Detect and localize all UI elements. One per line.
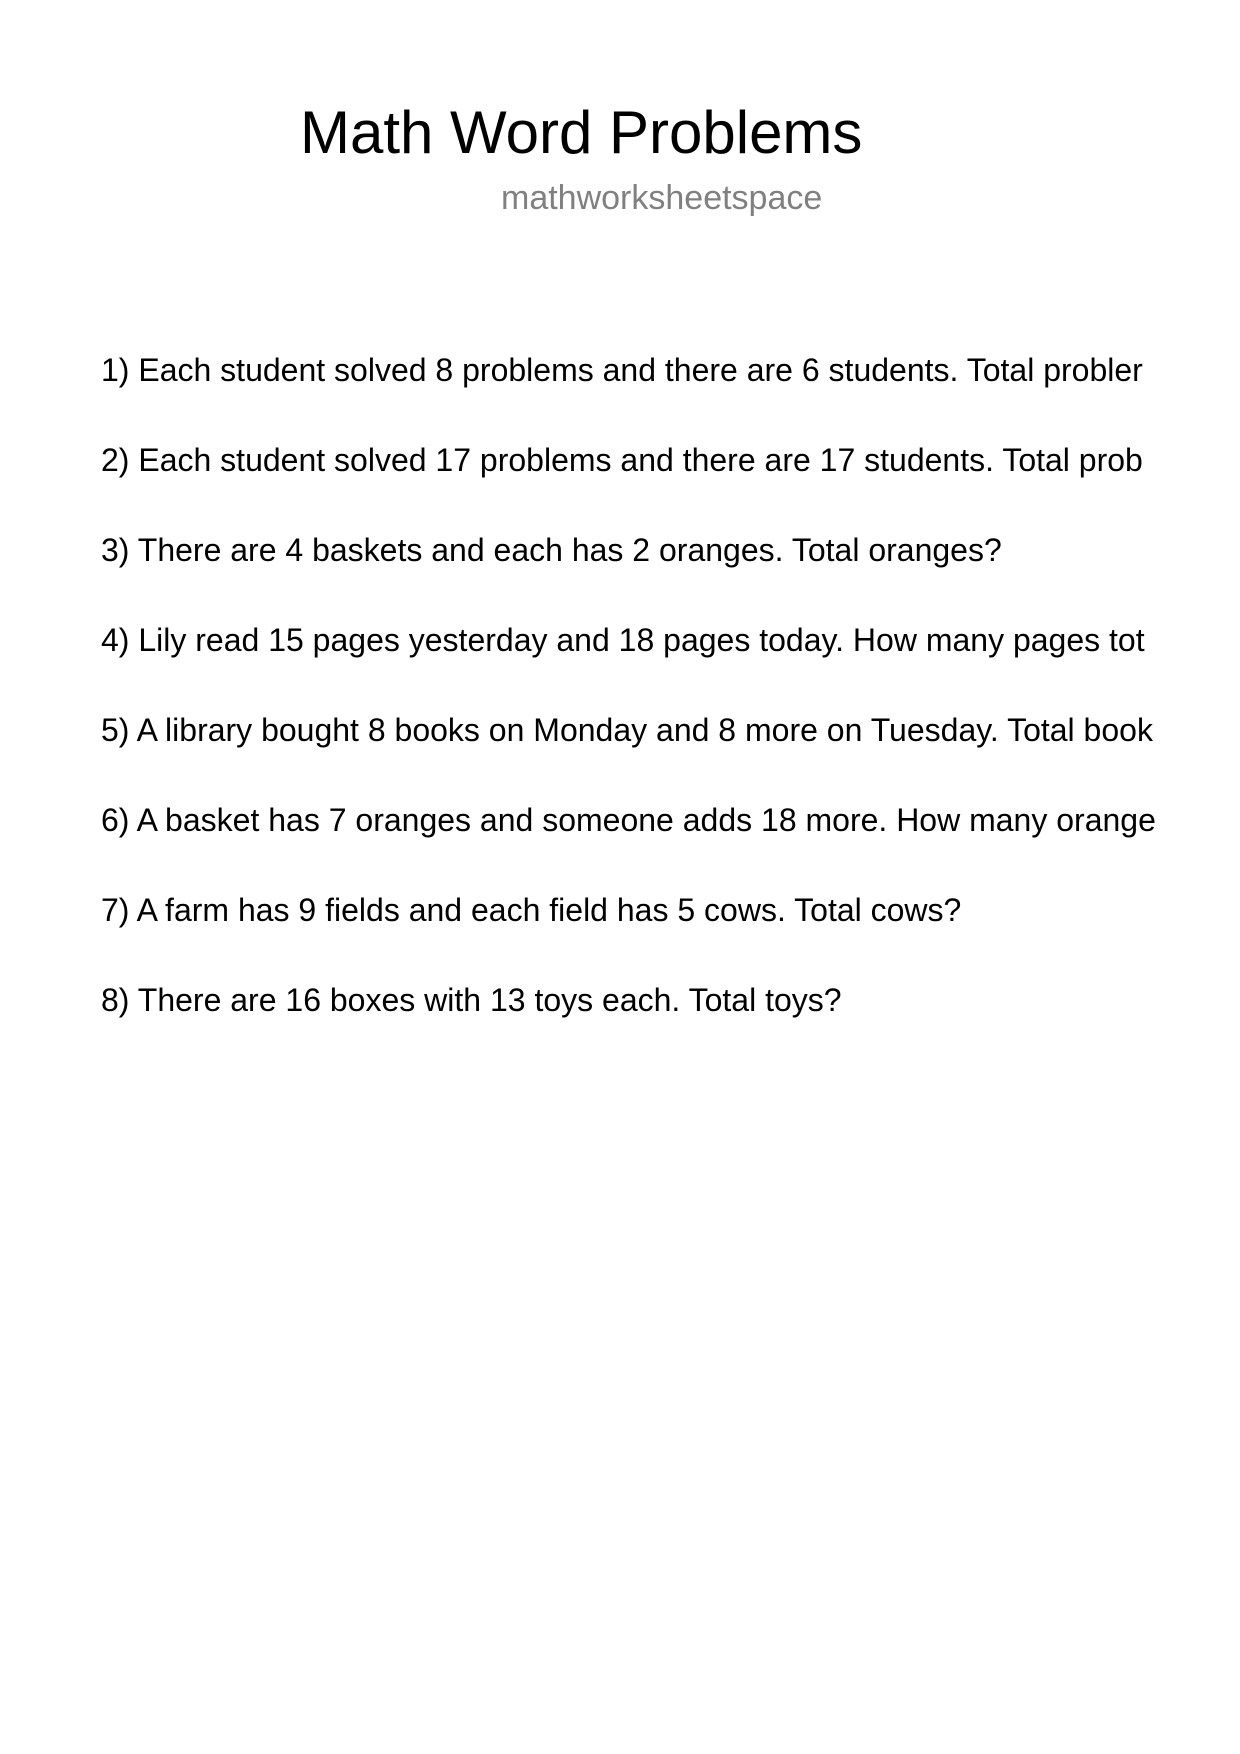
problem-item-2: 2) Each student solved 17 problems and there are 17 students. Total prob: [101, 442, 1143, 478]
problem-item-7: 7) A farm has 9 fields and each field has 5 cows. Total cows?: [101, 892, 962, 928]
page-title: Math Word Problems: [300, 99, 863, 166]
problem-item-6: 6) A basket has 7 oranges and someone adds 18 more. How many orange: [101, 802, 1156, 838]
problem-list: [101, 352, 1156, 1072]
problem-item-5: 5) A library bought 8 books on Monday and 8 more on Tuesday. Total book: [101, 712, 1153, 748]
page-subtitle: mathworksheetspace: [501, 179, 823, 217]
problem-item-4: 4) Lily read 15 pages yesterday and 18 pages today. How many pages tot: [101, 622, 1145, 658]
problem-item-3: 3) There are 4 baskets and each has 2 oranges. Total oranges?: [101, 532, 1002, 568]
problem-item-8: 8) There are 16 boxes with 13 toys each. Total toys?: [101, 982, 842, 1018]
problem-item-1: 1) Each student solved 8 problems and there are 6 students. Total probler: [101, 352, 1143, 388]
